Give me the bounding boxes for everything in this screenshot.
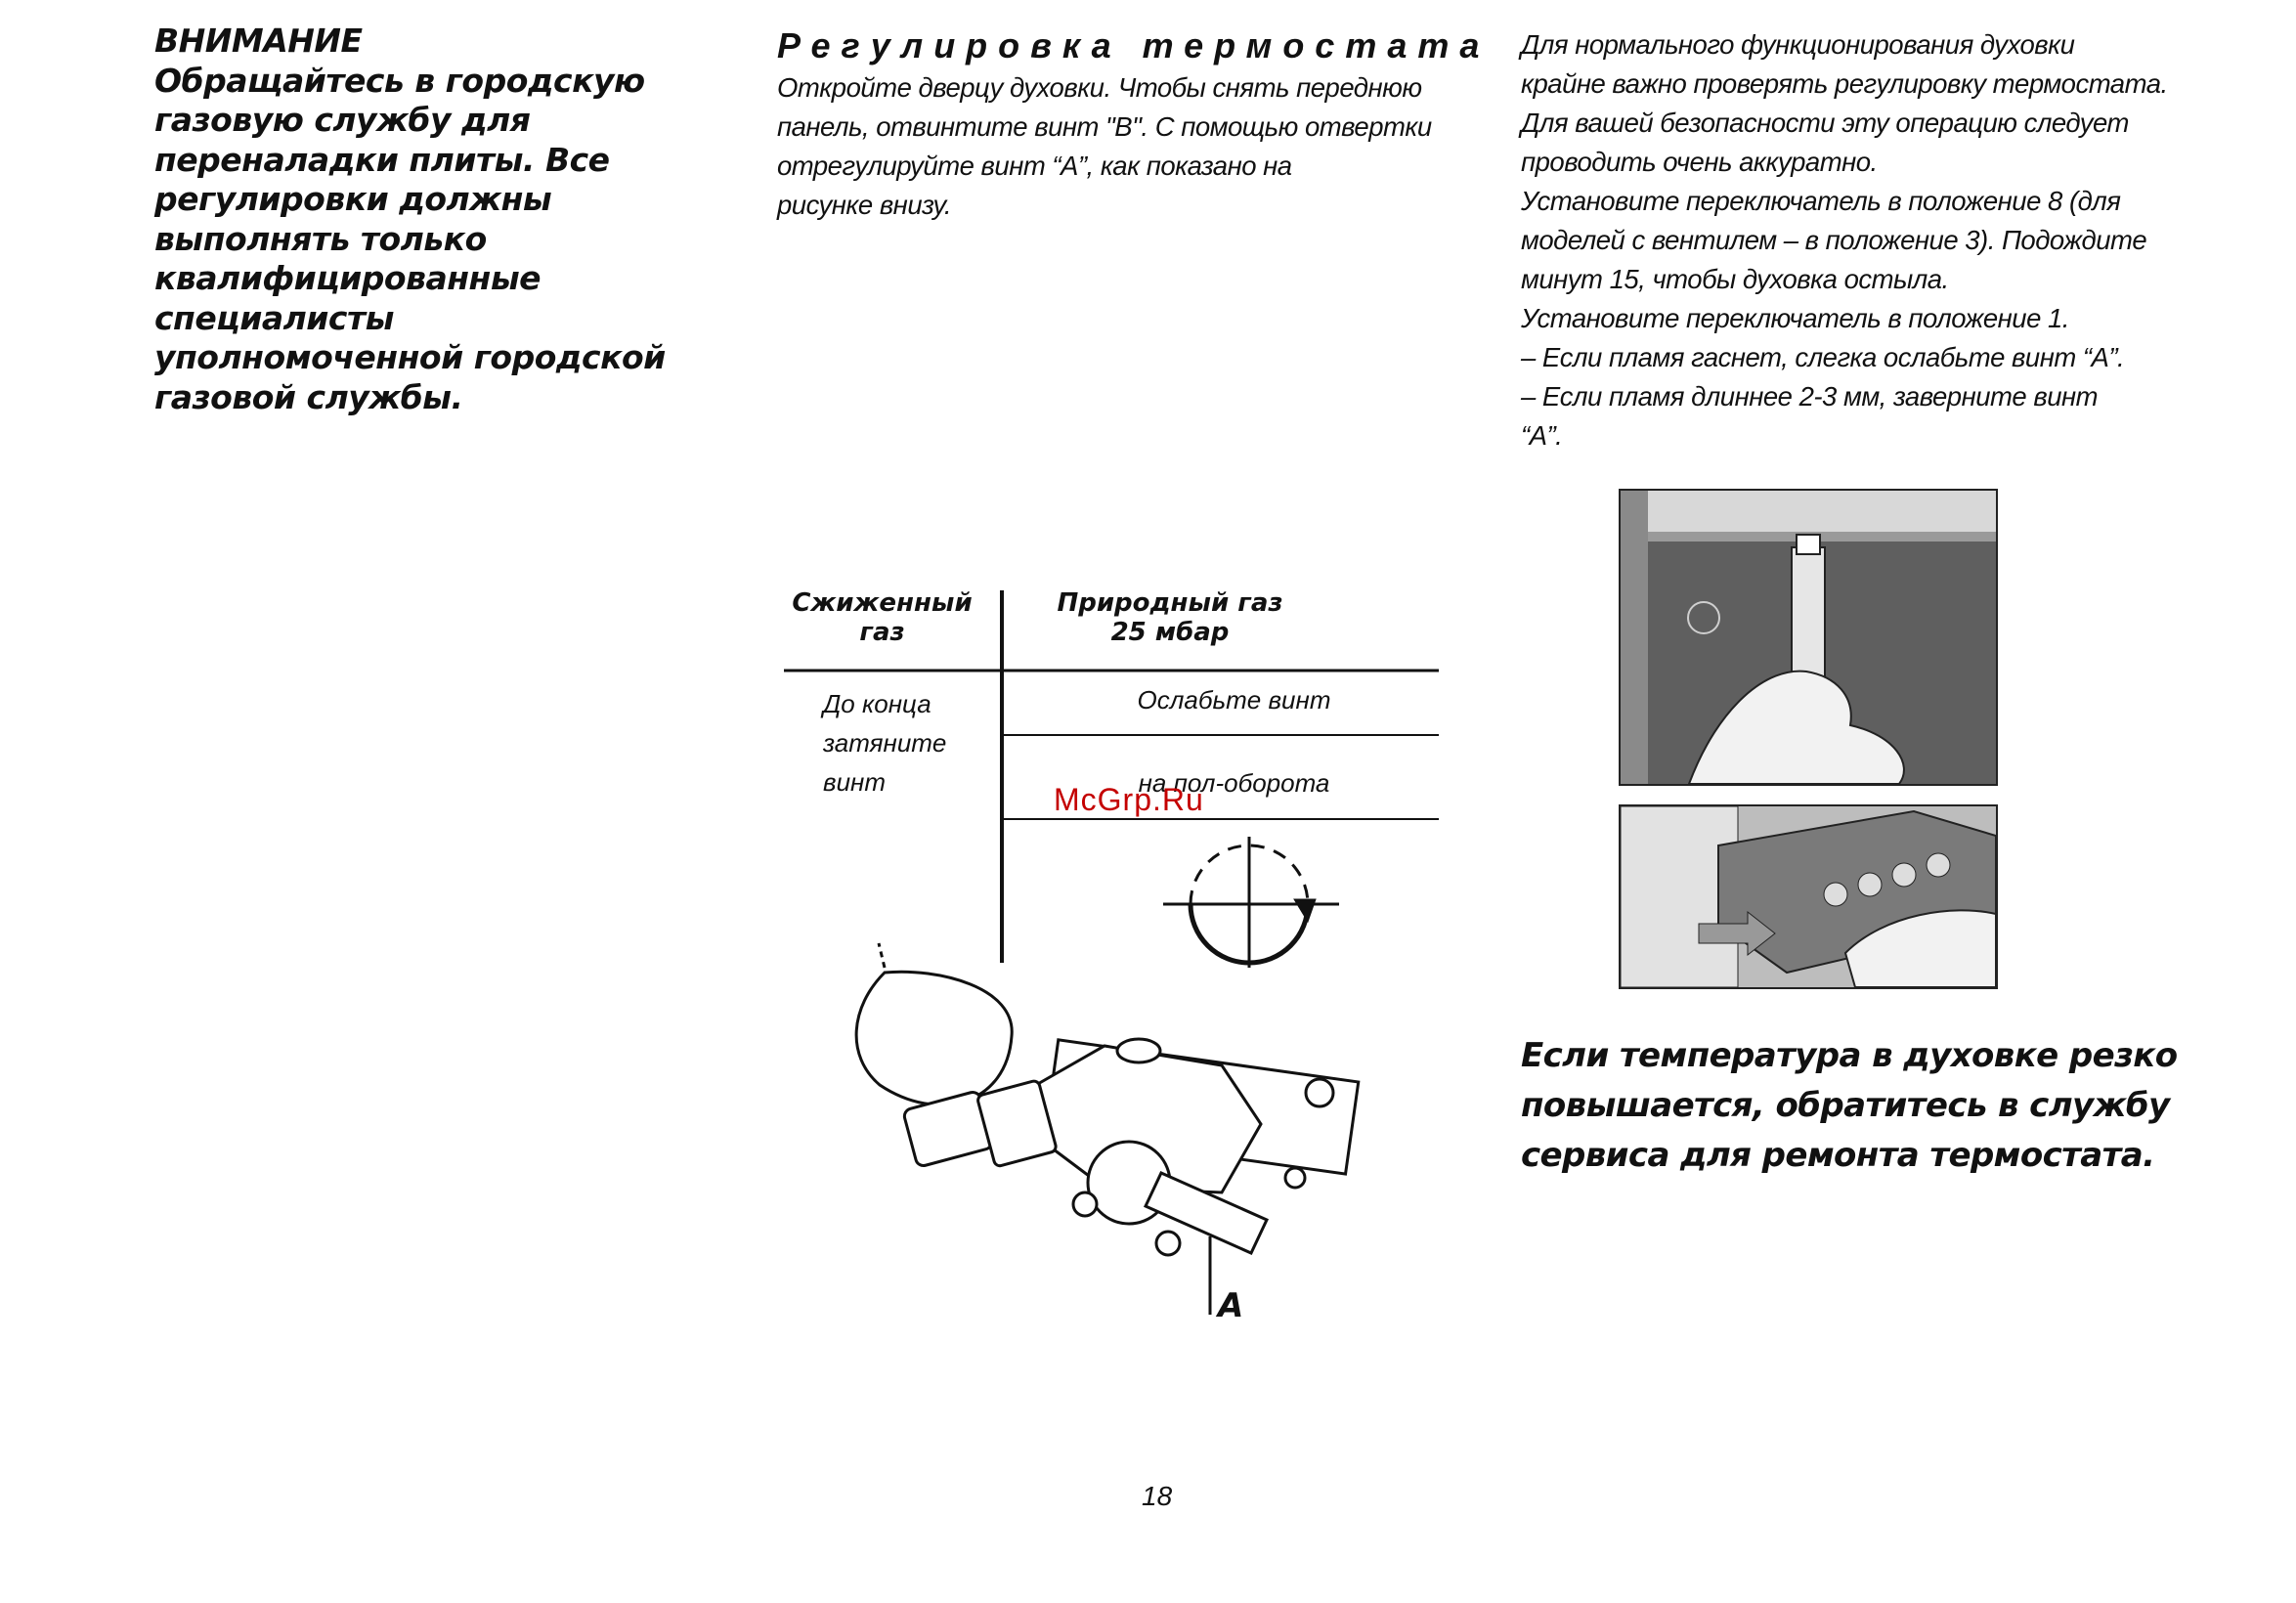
warning-line: газовую службу для [154,101,531,139]
table-cell-half-turn: на пол-оборота [1138,768,1330,798]
instruction-line: Для вашей безопасности эту операцию следует [1521,108,2129,138]
cell-line: затяните [823,728,947,758]
photo-front-panel-removal [1619,804,1998,989]
header-text: газ [859,618,905,647]
front-panel-removal-illustration [1621,806,1996,987]
figure-label-a: A [1218,1286,1244,1325]
instruction-line: Установите переключатель в положение 8 (для [1521,186,2121,216]
bottom-warning [1521,1031,2225,1181]
instruction-line: проводить очень аккуратно. [1521,147,1878,177]
instruction-line: – Если пламя длиннее 2-3 мм, заверните винт [1521,381,2099,412]
instruction-line: Для нормального функционирования духовки [1521,29,2075,60]
instruction-line: минут 15, чтобы духовка остыла. [1521,264,1949,294]
thermostat-valve-drawing [856,943,1359,1315]
cell-line: До конца [823,689,931,718]
bottom-warning-line: Если температура в духовке резко [1521,1036,2178,1075]
warning-line: Обращайтесь в городскую [154,61,645,100]
watermark: McGrp.Ru [1054,782,1204,817]
warning-line: квалифицированные [154,259,542,297]
thermostat-heading: Регулировка термостата [777,25,1491,65]
header-text: Природный газ [1057,588,1283,618]
thermostat-line: панель, отвинтите винт "B". С помощью отвертки [777,111,1432,142]
thermostat-line: рисунке внизу. [777,190,952,220]
header-text: 25 мбар [1110,618,1230,647]
thermostat-line: Откройте дверцу духовки. Чтобы снять переднюю [777,72,1422,103]
warning-title: ВНИМАНИЕ [154,22,363,60]
cell-line: винт [823,767,886,797]
half-turn-rotation-icon [1163,837,1339,968]
warning-line: переналадки плиты. Все [154,140,610,179]
header-text: Сжиженный [792,588,973,618]
table-cell-loosen: Ослабьте винт [1137,685,1331,715]
photo-oven-adjustment [1619,489,1998,786]
instruction-line: Установите переключатель в положение 1. [1521,303,2069,333]
bottom-warning-line: повышается, обратитесь в службу [1521,1086,2170,1125]
instruction-line: моделей с вентилем – в положение 3). Подождите [1521,225,2147,255]
bottom-warning-line: сервиса для ремонта термостата. [1521,1136,2155,1175]
warning-line: уполномоченной городской [154,338,666,376]
page-number: 18 [1142,1481,1173,1511]
oven-screw-adjustment-illustration [1621,491,1996,784]
warning-line: регулировки должны [154,180,552,218]
instruction-line: – Если пламя гаснет, слегка ослабьте винт “A”. [1521,342,2125,372]
thermostat-line: отрегулируйте винт “A”, как показано на [777,151,1292,181]
instruction-line: крайне важно проверять регулировку термостата. [1521,68,2168,99]
warning-line: газовой службы. [154,377,463,416]
instruction-line: “A”. [1521,420,1563,451]
warning-line: выполнять только [154,219,487,258]
warning-line: специалисты [154,298,394,337]
